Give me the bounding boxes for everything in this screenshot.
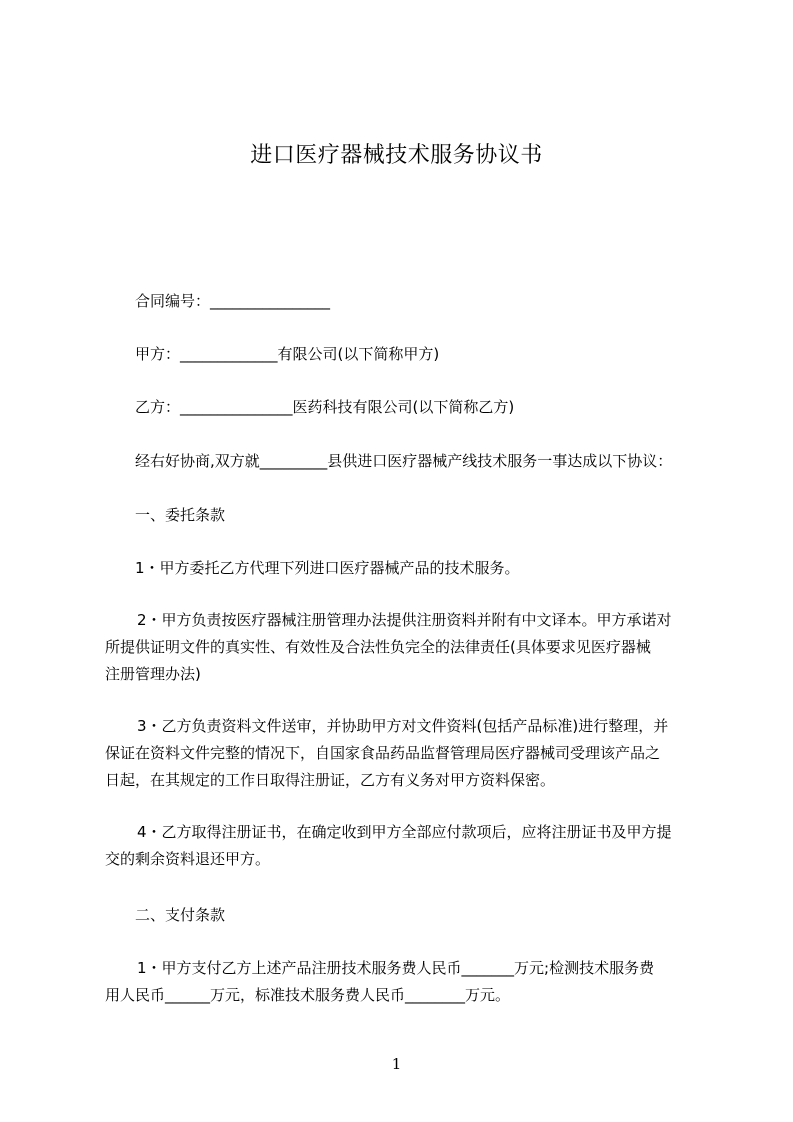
page-number: 1 <box>391 1055 402 1073</box>
contract-number-line: 合同编号：________________ <box>135 292 331 310</box>
document-title: 进口医疗器械技术服务协议书 <box>250 143 543 168</box>
clause-1-4 <box>105 819 715 873</box>
party-b-line: 乙方：_______________医药科技有限公司(以下简称乙方) <box>135 398 515 416</box>
section-1-heading: 一、委托条款 <box>135 506 226 524</box>
clause-2-1-line-2: 用人民币______万元，标准技术服务费人民币________万元。 <box>105 986 511 1004</box>
clause-2-1-line-1: 1・甲方支付乙方上述产品注册技术服务费人民币_______万元;检测技术服务费 <box>137 959 655 977</box>
clause-1-2 <box>105 607 715 688</box>
clause-1-3-line-3: 日起，在其规定的工作日取得注册证，乙方有义务对甲方资料保密。 <box>105 771 556 789</box>
clause-1-3 <box>105 713 715 794</box>
clause-1-1: 1・甲方委托乙方代理下列进口医疗器械产品的技术服务。 <box>135 559 520 577</box>
clause-1-4-line-2: 交的剩余资料退还甲方。 <box>105 850 271 868</box>
party-a-line: 甲方：_____________有限公司(以下简称甲方) <box>135 345 440 363</box>
clause-2-1 <box>105 955 715 1009</box>
clause-1-3-line-1: 3・乙方负责资料文件送审，并协助甲方对文件资料(包括产品标准)进行整理，并 <box>137 717 669 735</box>
preamble-line: 经右好协商,双方就_________县供进口医疗器械产线技术服务一事达成以下协议： <box>135 452 673 470</box>
clause-1-4-line-1: 4・乙方取得注册证书，在确定收到甲方全部应付款项后，应将注册证书及甲方提 <box>137 823 672 841</box>
clause-1-2-line-3: 注册管理办法) <box>105 665 201 683</box>
clause-1-2-line-2: 所提供证明文件的真实性、有效性及合法性负完全的法律责任(具体要求见医疗器械 <box>105 638 651 656</box>
clause-1-2-line-1: 2・甲方负责按医疗器械注册管理办法提供注册资料并附有中文译本。甲方承诺对 <box>137 611 672 629</box>
clause-1-3-line-2: 保证在资料文件完整的情况下，自国家食品药品监督管理局医疗器械司受理该产品之 <box>105 744 661 762</box>
section-2-heading: 二、支付条款 <box>135 906 226 924</box>
